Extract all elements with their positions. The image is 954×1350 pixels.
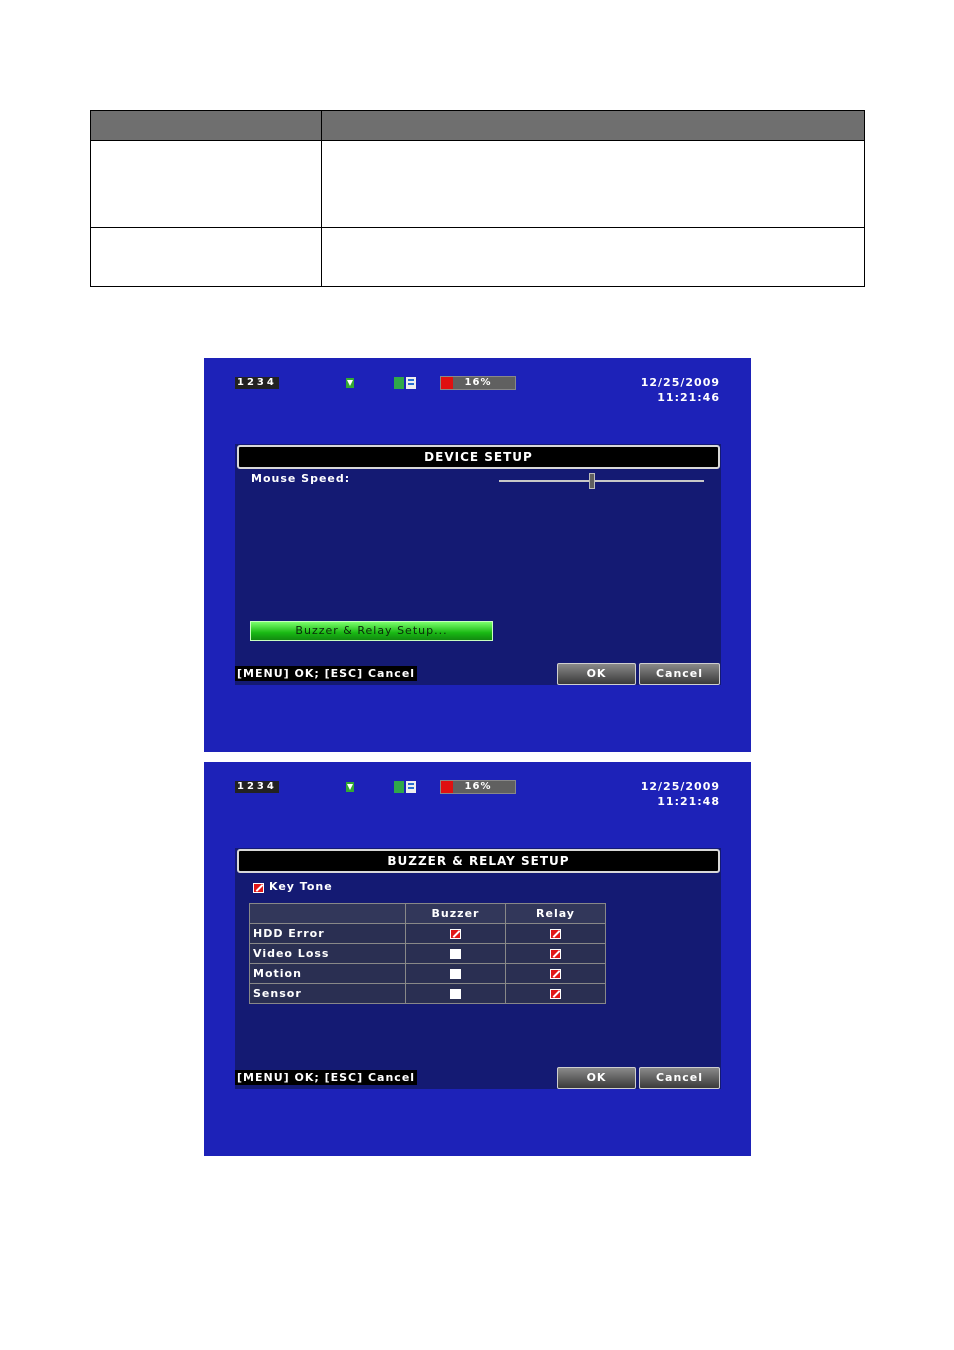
hdd-usage-label: 16% [464,377,492,388]
table-row [250,924,606,944]
relay-checkbox[interactable] [550,969,561,979]
ok-button[interactable]: OK [557,1067,636,1089]
relay-checkbox[interactable] [550,989,561,999]
hdd-usage-label: 16% [464,781,492,792]
mouse-speed-slider-thumb[interactable] [589,473,595,489]
time: 11:21:48 [657,795,720,808]
key-hint: [MENU] OK; [ESC] Cancel [237,1071,416,1084]
row-label: Sensor [250,984,406,1004]
table-header-cell [91,111,322,141]
time: 11:21:46 [657,391,720,404]
hdd-usage-bar [440,376,516,390]
relay-checkbox[interactable] [550,949,561,959]
network-icon [344,780,356,794]
channel-indicator: 1234 [237,781,277,792]
device-setup-dialog [235,444,721,685]
buzzer-checkbox[interactable] [450,969,461,979]
channel-indicator: 1234 [237,377,277,388]
relay-checkbox[interactable] [550,929,561,939]
date: 12/25/2009 [640,376,720,389]
table-cell [322,141,865,228]
dvr-screen-device-setup [204,358,751,752]
table-cell [322,228,865,287]
buzzer-relay-table [249,903,606,1004]
table-header-empty [250,904,406,924]
hdd-usage-bar [440,780,516,794]
buzzer-checkbox[interactable] [450,989,461,999]
dvr-screen-buzzer-relay-setup [204,762,751,1156]
key-hint: [MENU] OK; [ESC] Cancel [237,667,416,680]
key-tone-checkbox[interactable] [253,883,264,893]
table-header-cell [322,111,865,141]
buzzer-checkbox[interactable] [450,929,461,939]
hdd-icon [393,780,417,794]
document-table [90,110,865,287]
column-header-relay: Relay [506,904,606,924]
dialog-title: BUZZER & RELAY SETUP [237,849,720,873]
clock [641,375,720,405]
cancel-button[interactable]: Cancel [639,1067,720,1089]
row-label: Video Loss [250,944,406,964]
cancel-button[interactable]: Cancel [639,663,720,685]
column-header-buzzer: Buzzer [406,904,506,924]
date: 12/25/2009 [640,780,720,793]
table-cell [91,141,322,228]
table-row [250,984,606,1004]
buzzer-checkbox[interactable] [450,949,461,959]
table-row [250,964,606,984]
ok-button[interactable]: OK [557,663,636,685]
row-label: Motion [250,964,406,984]
dialog-title: DEVICE SETUP [237,445,720,469]
table-row [250,944,606,964]
network-icon [344,376,356,390]
table-cell [91,228,322,287]
key-tone-label: Key Tone [269,880,333,893]
clock [641,779,720,809]
buzzer-relay-setup-button[interactable]: Buzzer & Relay Setup... [250,621,493,641]
mouse-speed-slider[interactable] [499,480,704,482]
hdd-icon [393,376,417,390]
buzzer-relay-dialog [235,848,721,1089]
row-label: HDD Error [250,924,406,944]
mouse-speed-label: Mouse Speed: [251,472,351,485]
